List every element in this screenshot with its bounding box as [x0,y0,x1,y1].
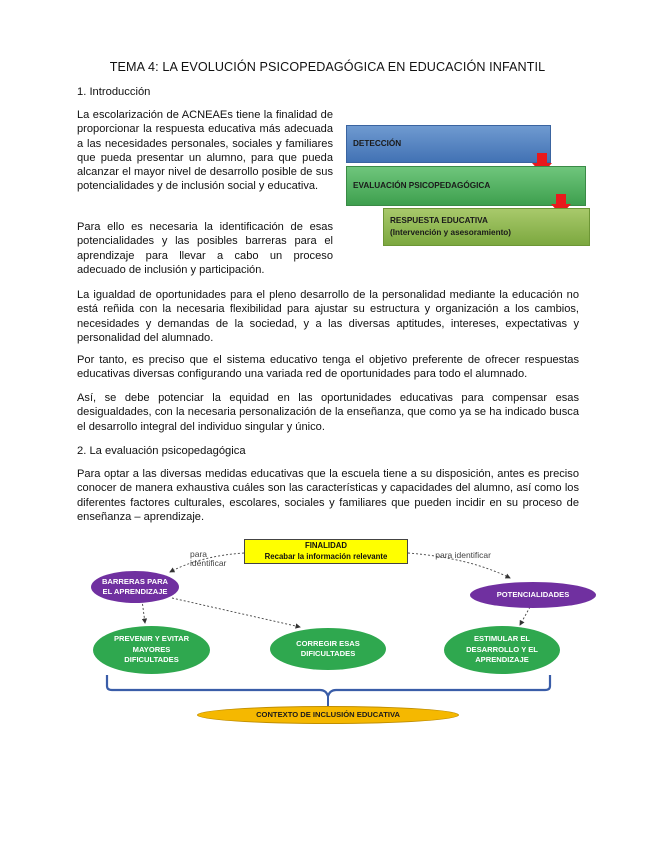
barreras-ellipse: BARRERAS PARA EL APRENDIZAJE [91,571,179,603]
corregir-ellipse: CORREGIR ESAS DIFICULTADES [270,628,386,670]
flow-step-deteccion-label: DETECCIÓN [353,139,402,148]
estimular-ellipse: ESTIMULAR EL DESARROLLO Y EL APRENDIZAJE [444,626,560,674]
paragraph-5: Así, se debe potenciar la equidad en las oportunidades educativas para compensar esas desigualdades, con la necesaria personalización de la enseñanza, que como ya se ha indicado busca el desarrollo integral del individuo singular y único. [77,392,579,433]
section-heading-evaluacion: 2. La evaluación psicopedagógica [77,445,246,457]
finalidad-subtitle: Recabar la información relevante [264,551,388,561]
contexto-ellipse: CONTEXTO DE INCLUSIÓN EDUCATIVA [197,706,459,724]
paragraph-4: Por tanto, es preciso que el sistema educativo tenga el objetivo preferente de ofrecer respuestas educativas diversas configurando una variada red de oportunidades para todo el alumnado. [77,354,579,381]
finalidad-box [244,539,408,564]
document-title: TEMA 4: LA EVOLUCIÓN PSICOPEDAGÓGICA EN EDUCACIÓN INFANTIL [109,60,546,74]
paragraph-6: Para optar a las diversas medidas educativas que la escuela tiene a su disposición, antes es preciso conocer de manera exhaustiva cuáles son las características y capacidades del alumno, así como los diferentes factores culturales, escolares, sociales y familiares que pueden incidir en su proceso de enseñanza – aprendizaje. [77,468,579,523]
label-para-identificar-right: para identificar [435,550,491,560]
paragraph-2: Para ello es necesaria la identificación de esas potencialidades y las posibles barreras para el aprendizaje para llevar a cabo un proceso adecuado de inclusión y participación. [77,221,333,276]
paragraph-1: La escolarización de ACNEAEs tiene la finalidad de proporcionar la respuesta educativa más adecuada a las necesidades personales, sociales y familiares que pueda presentar un alumno, para que pueda alcanzar el mayor nivel de desarrollo posible de sus potencialidades y de inclusión social y educativa. [77,109,333,193]
label-para-identificar-left: para identificar [190,549,227,568]
flow-step-respuesta-sublabel: (Intervención y asesoramiento) [390,228,512,237]
section-heading-introduccion: 1. Introducción [77,86,151,98]
prevenir-ellipse: PREVENIR Y EVITAR MAYORES DIFICULTADES [93,626,210,674]
paragraph-3: La igualdad de oportunidades para el pleno desarrollo de la personalidad mediante la educación no está reñida con la necesaria flexibilidad para ajustar su estructura y organización a los cambios, necesidades y demandas de la sociedad, y a las diversas aptitudes, intereses, expectativas y personalidad del alumnado. [77,289,579,344]
flow-step-respuesta-label: RESPUESTA EDUCATIVA [390,216,488,225]
finalidad-title: FINALIDAD [304,541,347,550]
flow-step-evaluacion-label: EVALUACIÓN PSICOPEDAGÓGICA [353,181,491,190]
potencialidades-ellipse: POTENCIALIDADES [470,582,596,608]
